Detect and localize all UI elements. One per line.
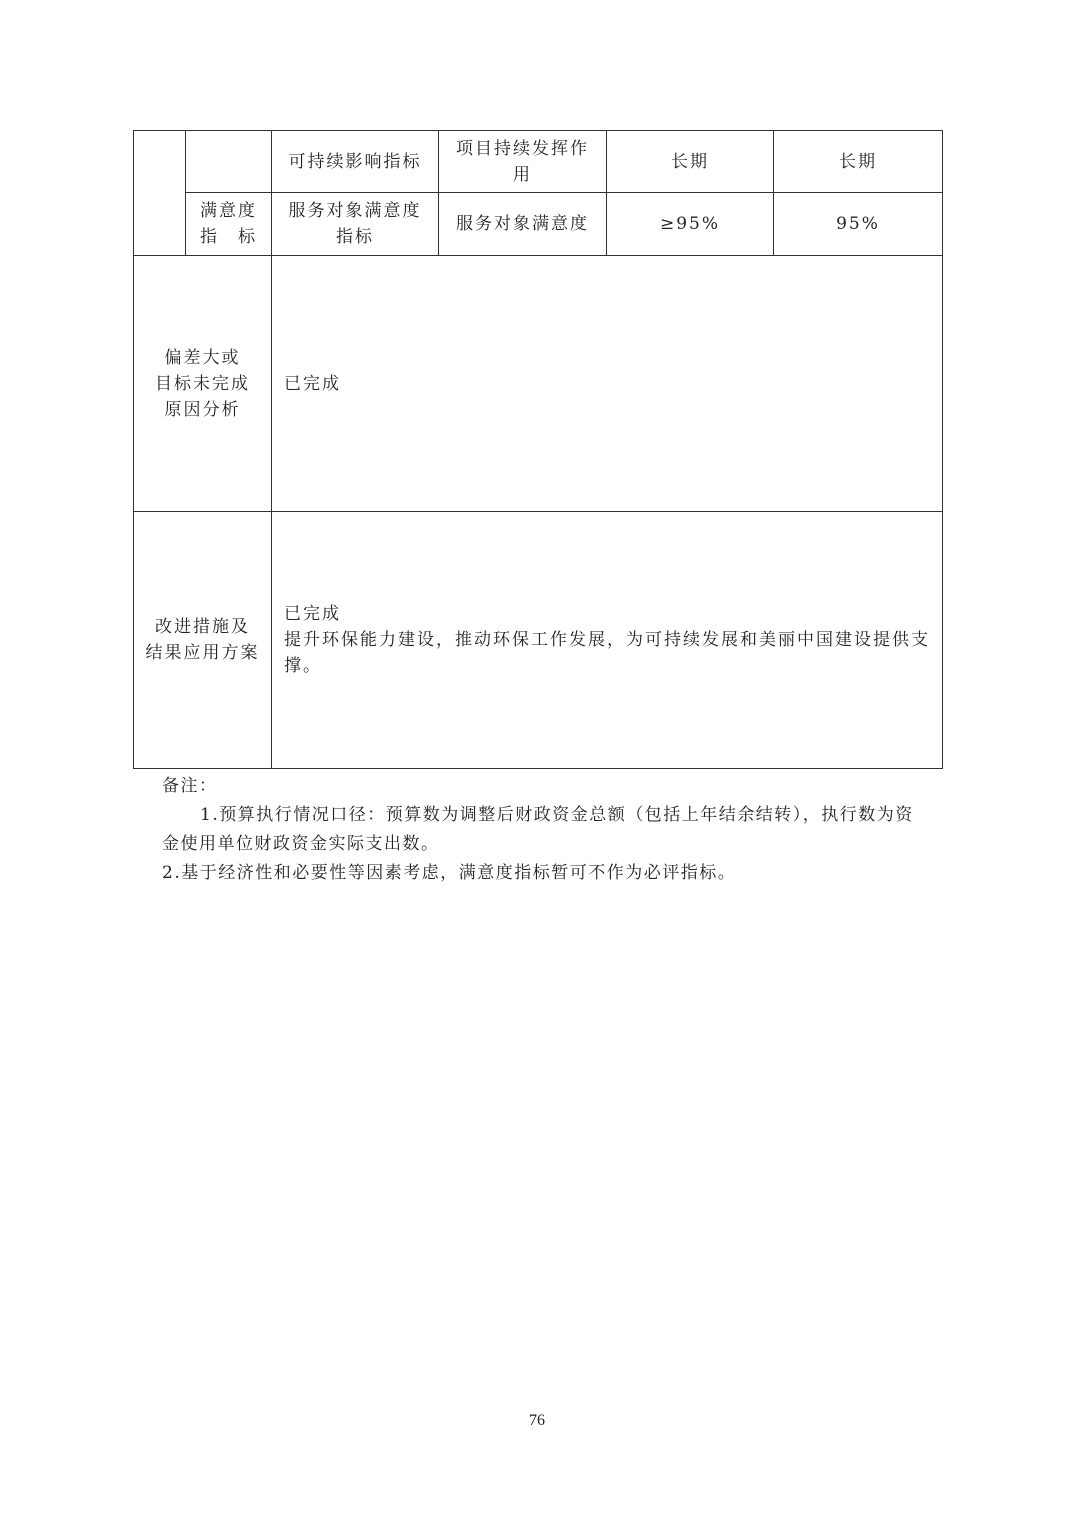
notes-title: 备注： bbox=[162, 776, 218, 796]
row-sustainability bbox=[134, 131, 943, 193]
item-sustain-line1: 项目持续发挥作 bbox=[456, 138, 589, 159]
indicator-satisfaction-line2: 指标 bbox=[336, 227, 374, 247]
cell-improvement-label bbox=[134, 512, 272, 769]
row-improvement bbox=[134, 512, 943, 769]
category-satisfaction-line1: 满意度 bbox=[200, 201, 257, 221]
cell-indicator-satisfaction bbox=[272, 193, 439, 256]
row-deviation bbox=[134, 256, 943, 512]
performance-table-container bbox=[133, 130, 943, 769]
cell-actual-satisfaction: 95% bbox=[774, 193, 943, 256]
cell-outer-category bbox=[134, 131, 186, 256]
improvement-label-line2: 结果应用方案 bbox=[145, 643, 260, 663]
cell-improvement-content bbox=[272, 512, 943, 769]
cell-indicator-sustain: 可持续影响指标 bbox=[272, 131, 439, 193]
improvement-label-line1: 改进措施及 bbox=[155, 617, 250, 637]
cell-target-sustain: 长期 bbox=[607, 131, 774, 193]
cell-item-sustain bbox=[439, 131, 607, 193]
performance-table bbox=[133, 130, 943, 769]
page-number: 76 bbox=[529, 1412, 545, 1429]
notes-section bbox=[162, 772, 922, 888]
cell-deviation-content: 已完成 bbox=[272, 256, 943, 512]
cell-category-empty bbox=[186, 131, 272, 193]
deviation-label-line3: 原因分析 bbox=[164, 399, 241, 420]
note-1: 1.预算执行情况口径：预算数为调整后财政资金总额（包括上年结余结转），执行数为资金使用单位财政资金实际支出数。 bbox=[162, 805, 914, 854]
cell-target-satisfaction: ≥95% bbox=[607, 193, 774, 256]
improvement-content-line2: 提升环保能力建设，推动环保工作发展，为可持续发展和美丽中国建设提供支撑。 bbox=[284, 630, 930, 676]
cell-actual-sustain: 长期 bbox=[774, 131, 943, 193]
row-satisfaction bbox=[134, 193, 943, 256]
deviation-label-line1: 偏差大或 bbox=[164, 347, 241, 368]
category-satisfaction-line2: 指 标 bbox=[200, 227, 257, 247]
item-sustain-line2: 用 bbox=[513, 164, 532, 185]
indicator-satisfaction-line1: 服务对象满意度 bbox=[288, 201, 422, 221]
deviation-label-line2: 目标未完成 bbox=[155, 373, 250, 394]
improvement-content-line1: 已完成 bbox=[284, 604, 341, 624]
cell-category-satisfaction bbox=[186, 193, 272, 256]
note-2: 2.基于经济性和必要性等因素考虑，满意度指标暂可不作为必评指标。 bbox=[162, 863, 737, 883]
cell-deviation-label bbox=[134, 256, 272, 512]
cell-item-satisfaction: 服务对象满意度 bbox=[439, 193, 607, 256]
